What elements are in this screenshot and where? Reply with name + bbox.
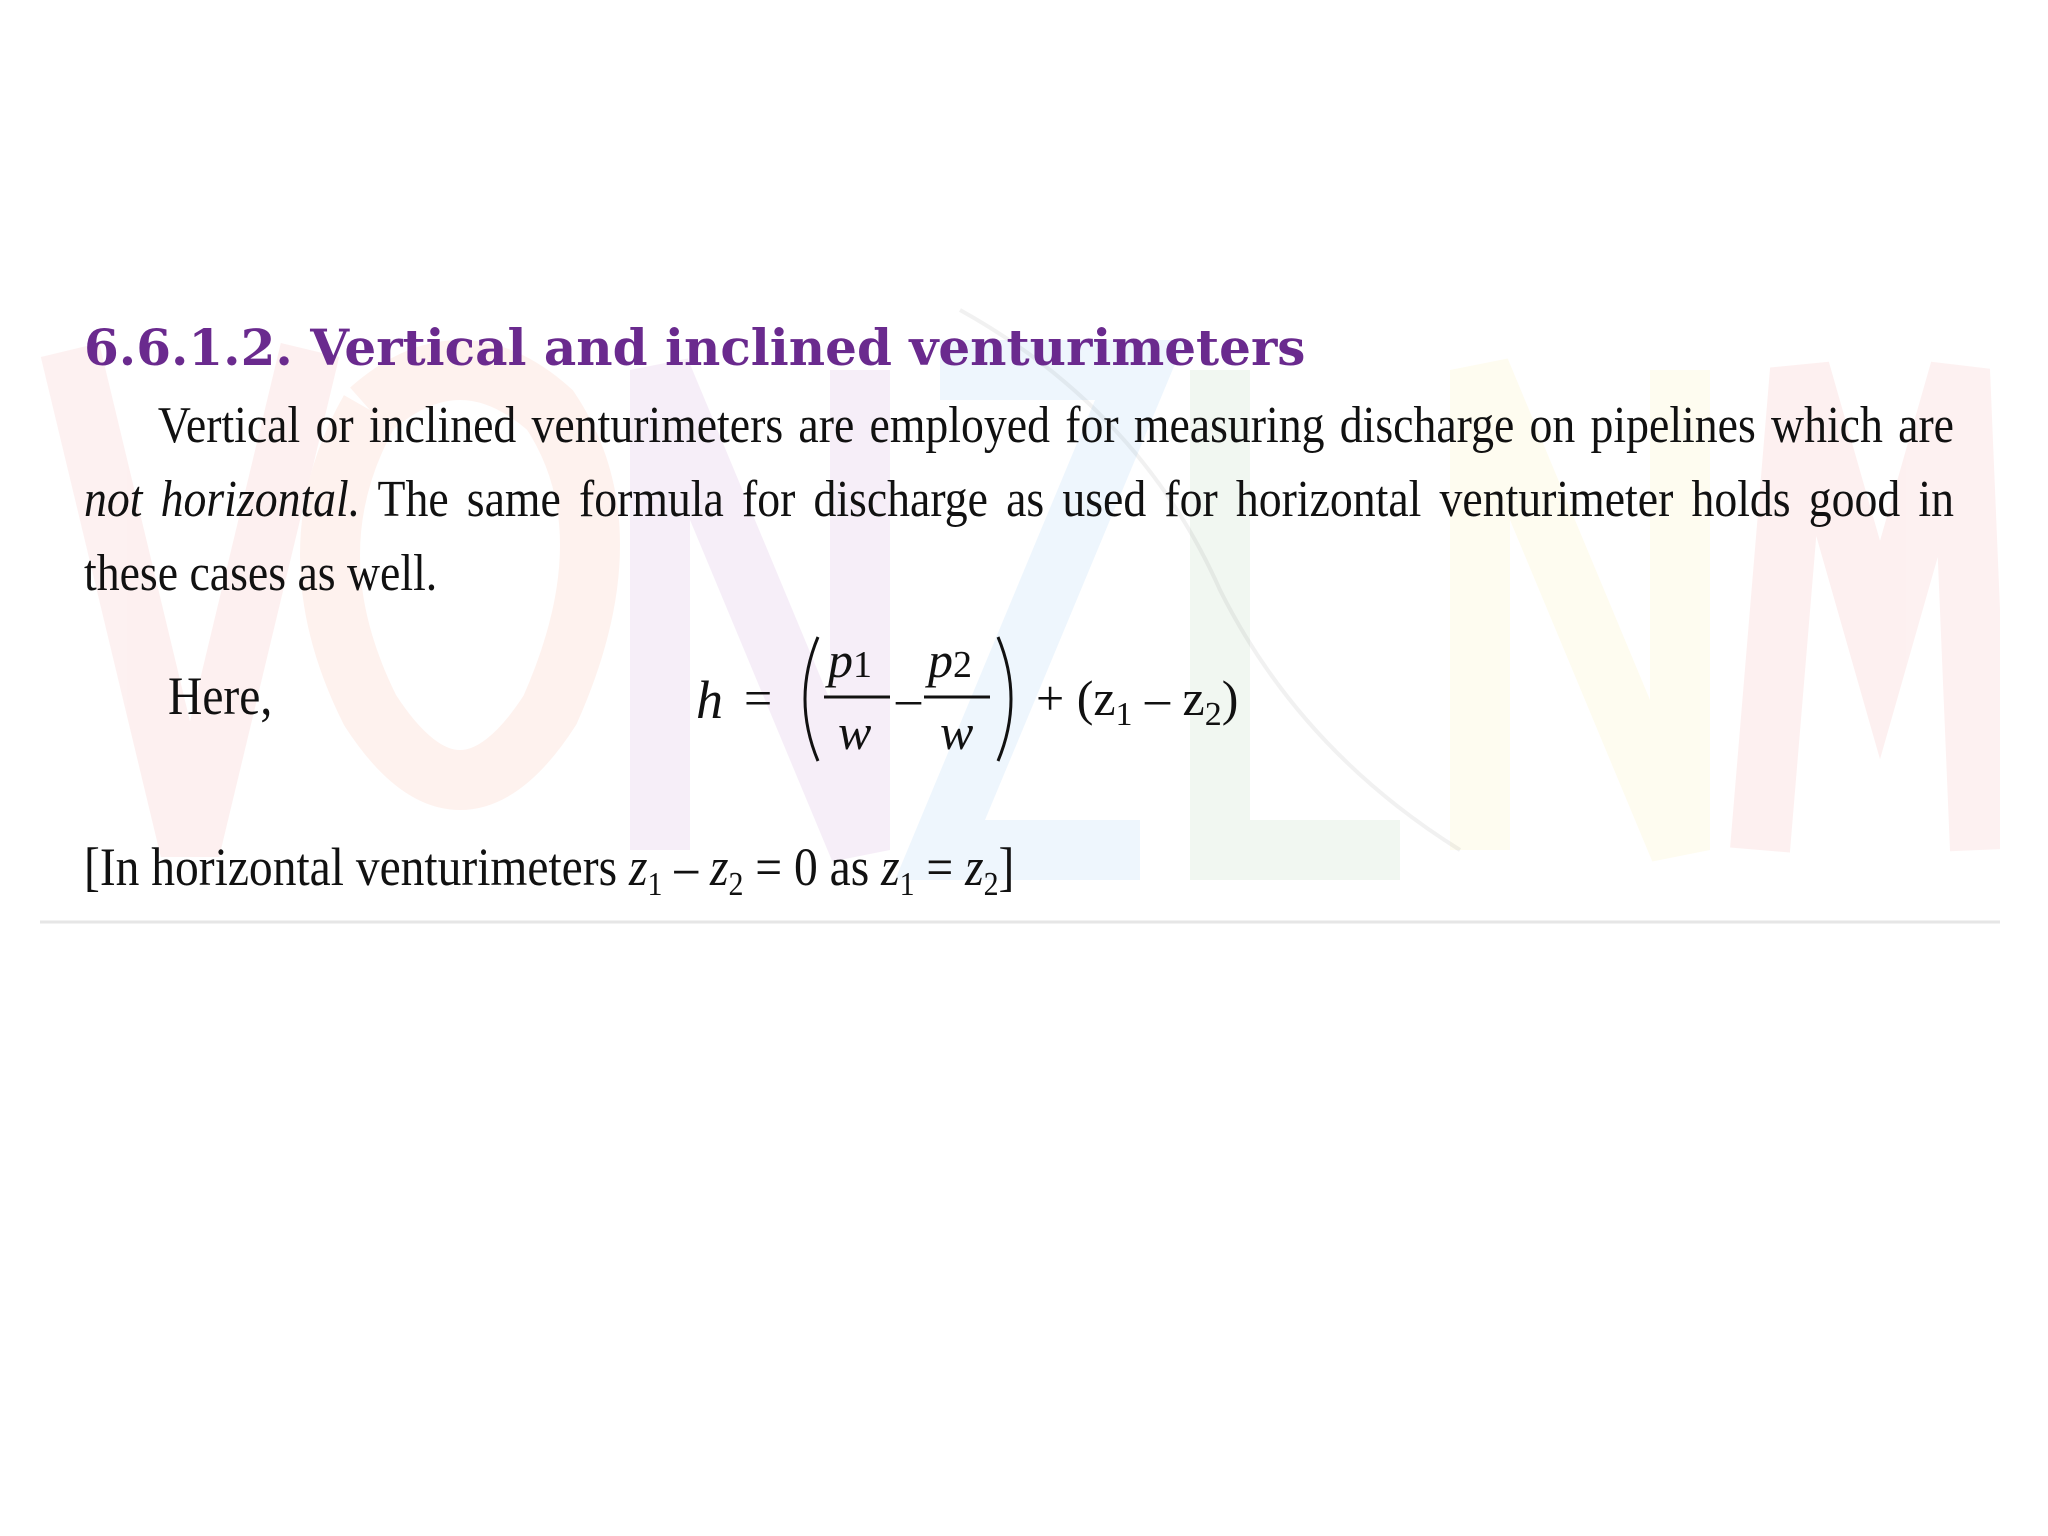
- section-heading: 6.6.1.2. Vertical and inclined venturimeters: [84, 318, 1306, 377]
- formula-lhs: h: [696, 670, 723, 730]
- formula-minus: –: [896, 670, 921, 726]
- fraction-2-denominator: w: [940, 704, 974, 760]
- left-paren: [788, 633, 824, 765]
- formula-elevation-term: + $(z_1 - z_2)$: [1036, 670, 1239, 733]
- equation-row: [84, 629, 1954, 769]
- fraction-1-denominator: w: [838, 704, 872, 760]
- body-paragraph: [84, 389, 1954, 611]
- equation-label: Here,: [168, 666, 273, 726]
- p2-symbol: p: [928, 632, 953, 688]
- paragraph-text-1: Vertical or inclined venturimeters are employed for measuring discharge on pipelines which are: [157, 397, 1954, 454]
- fraction-2-bar: [924, 695, 990, 699]
- paragraph-italic-text: not horizontal.: [84, 471, 361, 528]
- fraction-2-numerator: [928, 631, 972, 689]
- formula-equals: =: [744, 670, 773, 726]
- p1-symbol: p: [828, 632, 853, 688]
- p1-subscript: 1: [853, 644, 872, 686]
- horizontal-note: [In horizontal venturimeters $z_1 - z_2 = 0$ as $z_1 = z_2$]: [84, 837, 1015, 903]
- right-paren: [992, 633, 1028, 765]
- fraction-1-bar: [824, 695, 890, 699]
- fraction-1-numerator: [828, 631, 872, 689]
- section-content: [84, 318, 1954, 769]
- p2-subscript: 2: [953, 644, 972, 686]
- paragraph-text-2: The same formula for discharge as used for horizontal venturimeter holds good in these cases as well.: [84, 471, 1955, 602]
